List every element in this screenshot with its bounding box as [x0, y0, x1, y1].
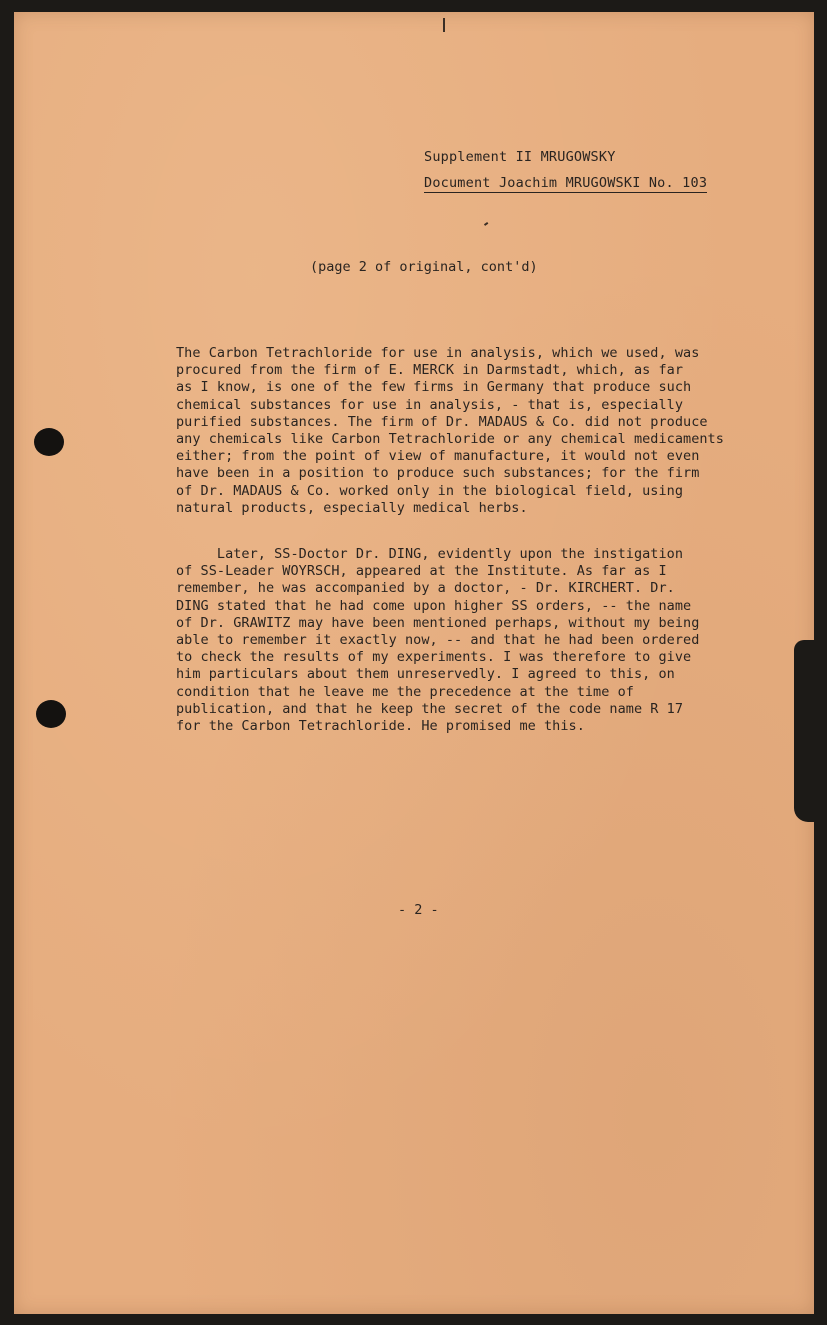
- ink-mark-top: [443, 18, 445, 32]
- ink-mark-small: [484, 222, 488, 226]
- document-reference: [424, 175, 707, 191]
- page-note: (page 2 of original, cont'd): [310, 259, 538, 275]
- paragraph-carbon-tetrachloride: The Carbon Tetrachloride for use in analysis, which we used, was procured from the firm of E. MERCK in Darmstadt, which, as far as I know, is one of the few firms in Germany that produce such chemical substances for use in analysis, - that is, especially purified substances. The firm of Dr. MADAUS & Co. did not produce any chemicals like Carbon Tetrachloride or any chemical medicaments either; from the point of view of manufacture, it would not even have been in a position to produce such substances; for the firm of Dr. MADAUS & Co. worked only in the biological field, using natural products, especially medical herbs.: [176, 345, 724, 516]
- paragraph-ding-visit: Later, SS-Doctor Dr. DING, evidently upon the instigation of SS-Leader WOYRSCH, appeared at the Institute. As far as I remember, he was accompanied by a doctor, - Dr. KIRCHERT. Dr. DING stated that he had come upon higher SS orders, -- the name of Dr. GRAWITZ may have been mentioned perhaps, without my being able to remember it exactly now, -- and that he had been ordered to check the results of my experiments. I was therefore to give him particulars about them unreservedly. I agreed to this, on condition that he leave me the precedence at the time of publication, and that he keep the secret of the code name R 17 for the Carbon Tetrachloride. He promised me this.: [176, 546, 700, 735]
- punch-hole-top: [34, 428, 64, 456]
- torn-edge-right: [794, 640, 814, 822]
- punch-hole-bottom: [36, 700, 66, 728]
- document-page: [14, 12, 814, 1314]
- supplement-line: Supplement II MRUGOWSKY: [424, 149, 616, 165]
- page-number: - 2 -: [398, 902, 439, 918]
- document-reference-text: Document Joachim MRUGOWSKI No. 103: [424, 175, 708, 191]
